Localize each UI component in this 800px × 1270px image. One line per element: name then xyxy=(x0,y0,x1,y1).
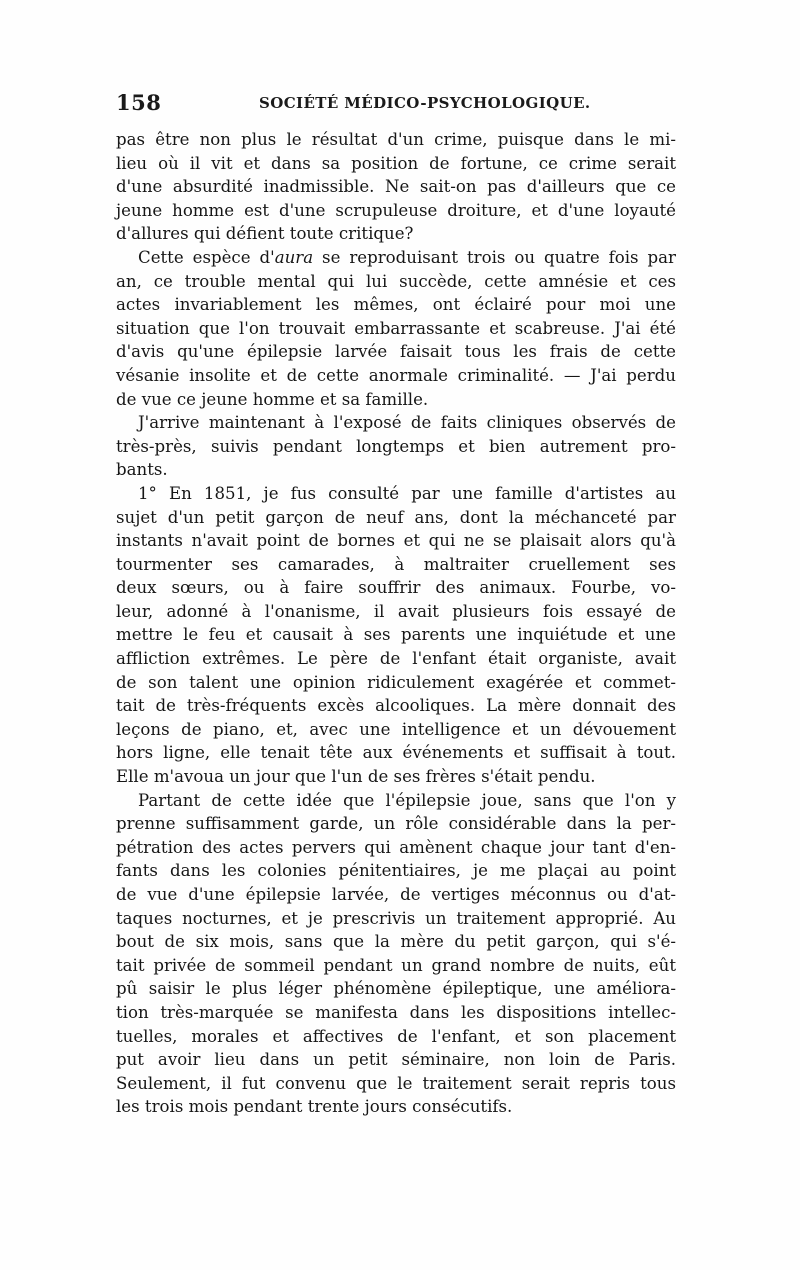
text-line: vésanie insolite et de cette anormale criminalité. — J'ai perdu xyxy=(116,365,676,385)
text-line: affliction extrêmes. Le père de l'enfant était organiste, avait xyxy=(116,649,676,669)
paragraph xyxy=(116,246,676,411)
text-line: d'une absurdité inadmissible. Ne sait-on pas d'ailleurs que ce xyxy=(116,177,676,197)
text-line: hors ligne, elle tenait tête aux événements et suffisait à tout. xyxy=(116,743,676,763)
text-line: actes invariablement les mêmes, ont éclairé pour moi une xyxy=(116,295,676,315)
text-line: très-près, suivis pendant longtemps et bien autrement pro- xyxy=(116,436,676,456)
text-line: lieu où il vit et dans sa position de fortune, ce crime serait xyxy=(116,153,676,173)
paragraph xyxy=(116,128,676,246)
text-line: jeune homme est d'une scrupuleuse droiture, et d'une loyauté xyxy=(116,200,676,220)
running-title: SOCIÉTÉ MÉDICO-PSYCHOLOGIQUE. xyxy=(259,94,591,112)
text-line: an, ce trouble mental qui lui succède, cette amnésie et ces xyxy=(116,271,676,291)
text-line: put avoir lieu dans un petit séminaire, non loin de Paris. xyxy=(116,1050,676,1070)
text-line: pû saisir le plus léger phénomène épileptique, une améliora- xyxy=(116,979,676,999)
paragraph xyxy=(116,482,676,789)
text-line: leçons de piano, et, avec une intelligence et un dévouement xyxy=(116,719,676,739)
text-line: deux sœurs, ou à faire souffrir des animaux. Fourbe, vo- xyxy=(116,578,676,598)
text-line: instants n'avait point de bornes et qui ne se plaisait alors qu'à xyxy=(116,531,676,551)
text-line: tait privée de sommeil pendant un grand nombre de nuits, eût xyxy=(116,955,676,975)
text-line: de vue ce jeune homme et sa famille. xyxy=(116,389,429,409)
text-line: Cette espèce d'aura se reproduisant trois ou quatre fois par xyxy=(138,247,676,267)
text-line: situation que l'on trouvait embarrassante et scabreuse. J'ai été xyxy=(116,318,676,338)
paragraph xyxy=(116,789,676,1119)
text-line: J'arrive maintenant à l'exposé de faits cliniques observés de xyxy=(138,413,676,433)
text-line: les trois mois pendant trente jours consécutifs. xyxy=(116,1097,513,1117)
text-line: tion très-marquée se manifesta dans les dispositions intellec- xyxy=(116,1002,676,1022)
text-line: tait de très-fréquents excès alcooliques. La mère donnait des xyxy=(116,696,676,716)
text-line: Elle m'avoua un jour que l'un de ses frères s'était pendu. xyxy=(116,767,596,787)
text-line: de son talent une opinion ridiculement exagérée et commet- xyxy=(116,672,676,692)
text-line: Seulement, il fut convenu que le traitement serait repris tous xyxy=(116,1073,676,1093)
text-line: pétration des actes pervers qui amènent chaque jour tant d'en- xyxy=(116,837,676,857)
text-line: bout de six mois, sans que la mère du petit garçon, qui s'é- xyxy=(116,932,676,952)
text-line: bants. xyxy=(116,460,168,480)
text-line: Partant de cette idée que l'épilepsie joue, sans que l'on y xyxy=(138,790,676,810)
text-line: d'allures qui défient toute critique? xyxy=(116,224,414,244)
paragraph xyxy=(116,411,676,482)
text-line: d'avis qu'une épilepsie larvée faisait tous les frais de cette xyxy=(116,342,676,362)
text-line: tuelles, morales et affectives de l'enfant, et son placement xyxy=(116,1026,676,1046)
text-line: prenne suffisamment garde, un rôle considérable dans la per- xyxy=(116,814,676,834)
text-line: taques nocturnes, et je prescrivis un traitement approprié. Au xyxy=(116,908,676,928)
text-line: fants dans les colonies pénitentiaires, je me plaçai au point xyxy=(116,861,676,881)
text-line: tourmenter ses camarades, à maltraiter cruellement ses xyxy=(116,554,676,574)
body-text xyxy=(116,128,676,1119)
text-line: mettre le feu et causait à ses parents une inquiétude et une xyxy=(116,625,676,645)
page-header xyxy=(116,90,676,120)
italic-term: aura xyxy=(274,247,314,267)
text-line: de vue d'une épilepsie larvée, de vertiges méconnus ou d'at- xyxy=(116,885,676,904)
text-line: 1° En 1851, je fus consulté par une famille d'artistes au xyxy=(138,483,676,503)
text-line: pas être non plus le résultat d'un crime, puisque dans le mi- xyxy=(116,130,676,149)
text-line: sujet d'un petit garçon de neuf ans, dont la méchanceté par xyxy=(116,507,676,527)
page-number: 158 xyxy=(116,90,162,115)
text-line: leur, adonné à l'onanisme, il avait plusieurs fois essayé de xyxy=(116,601,676,621)
